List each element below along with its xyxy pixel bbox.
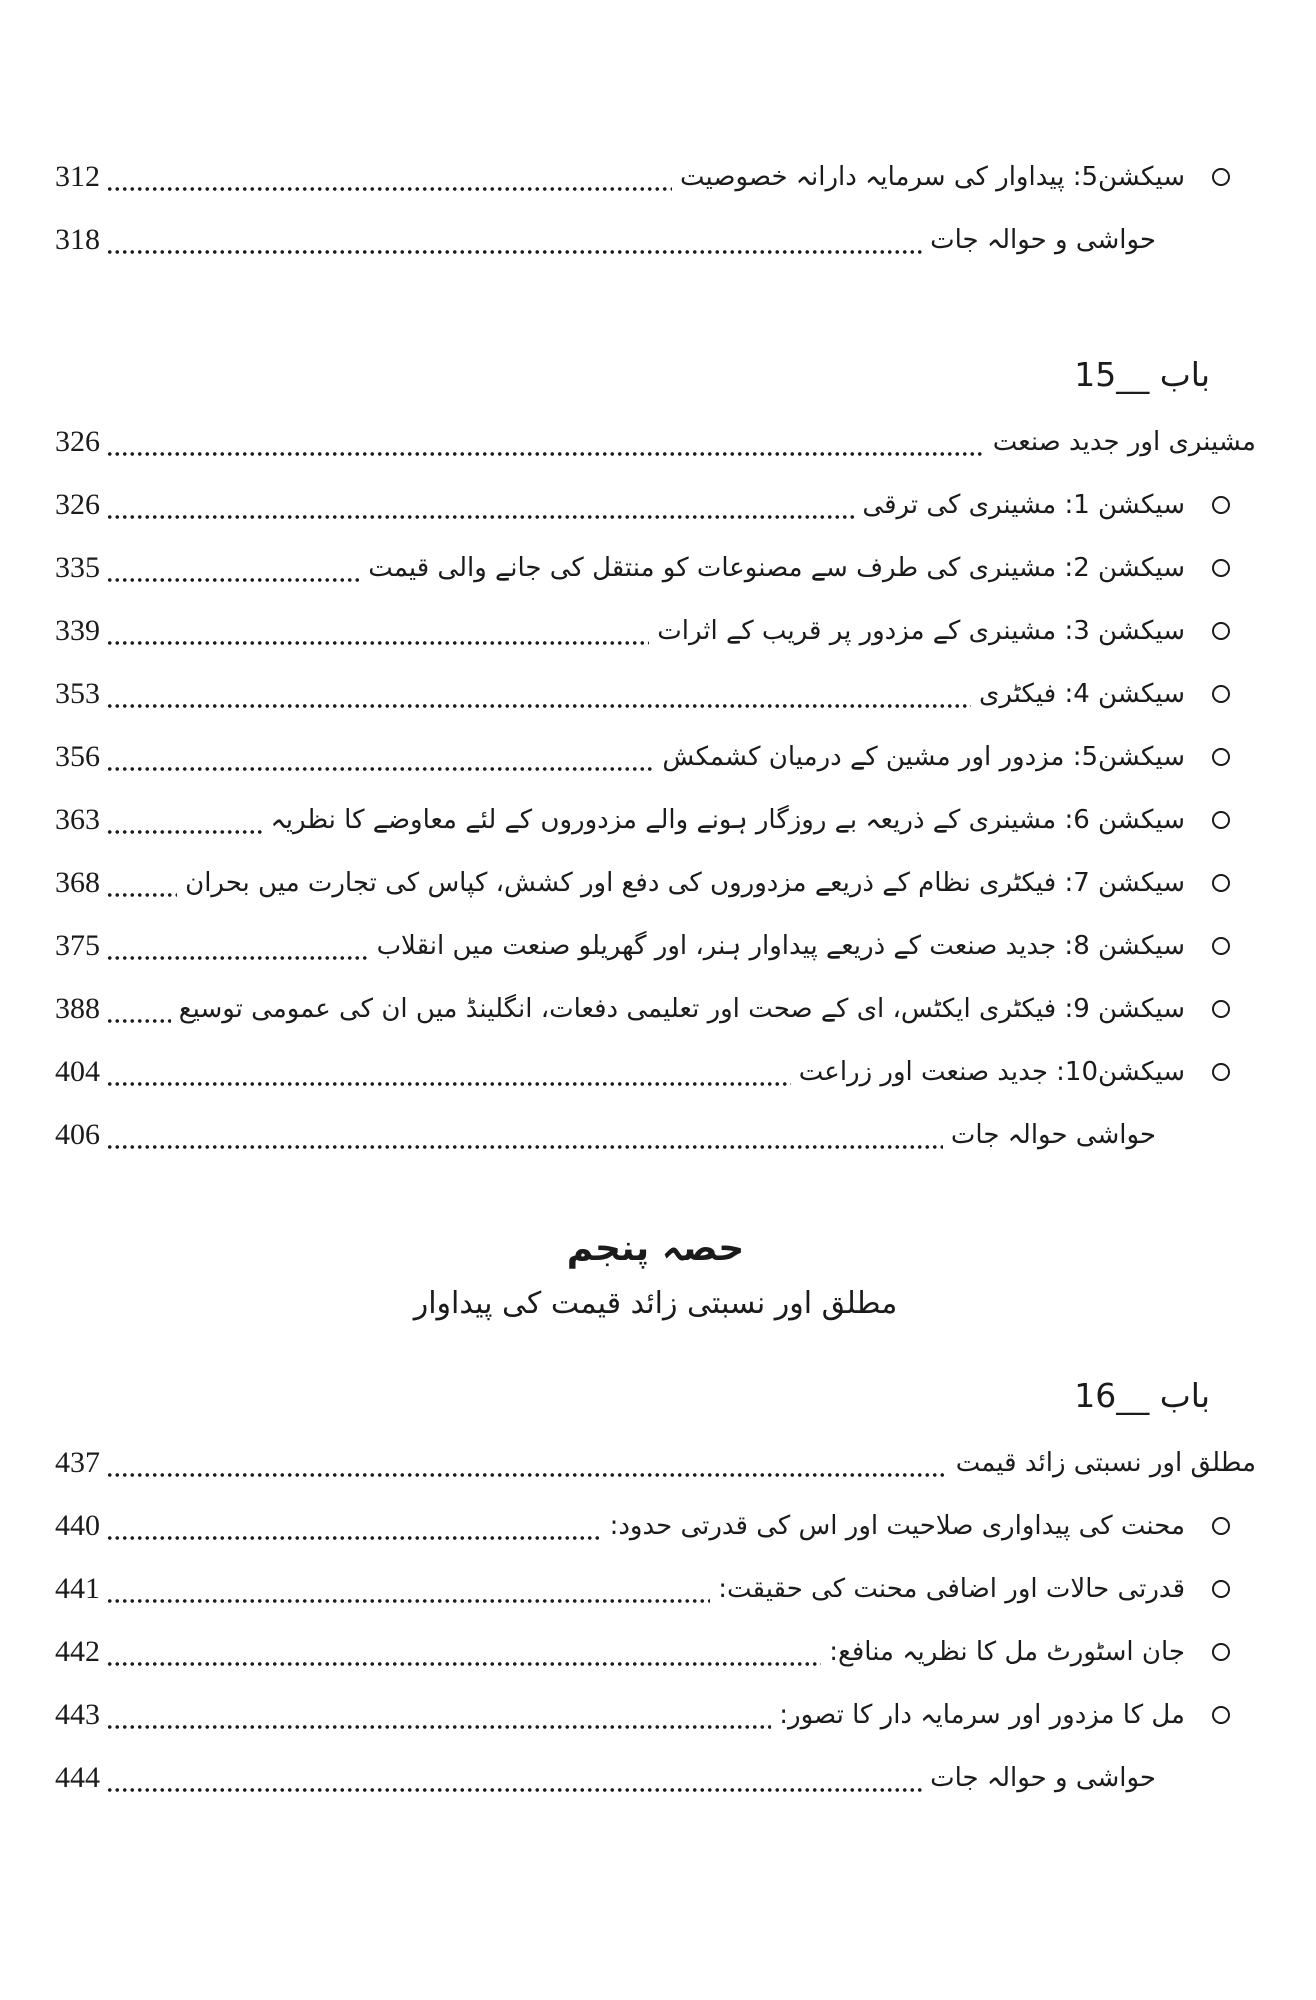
page-number: 368 [55,865,100,899]
bullet-icon [1212,1580,1230,1598]
page-number: 312 [55,159,100,193]
page-number: 404 [55,1054,100,1088]
dot-leader [106,955,369,961]
page-number: 442 [55,1634,100,1668]
dot-leader [106,829,263,835]
page-number: 356 [55,739,100,773]
entry-title: مطلق اور نسبتی زائد قیمت [955,1447,1256,1478]
bullet-icon [1212,1063,1230,1081]
entry-title: محنت کی پیداواری صلاحیت اور اس کی قدرتی حدود: [609,1510,1185,1541]
page-number: 375 [55,928,100,962]
entry-title: سیکشن 9: فیکٹری ایکٹس، ای کے صحت اور تعلیمی دفعات، انگلینڈ میں ان کی عمومی توسیع [178,993,1185,1024]
toc-entry-row [55,1683,1256,1746]
page-number: 406 [55,1117,100,1151]
toc-entry-row [55,914,1256,977]
toc-entry-row [55,473,1256,536]
entry-title: قدرتی حالات اور اضافی محنت کی حقیقت: [718,1573,1185,1604]
entry-title: حواشی و حوالہ جات [930,224,1156,255]
dot-leader [106,451,985,457]
dot-leader [106,186,672,192]
dot-leader [106,1535,602,1541]
dot-leader [106,1787,922,1793]
part-heading: حصہ پنجم [566,1228,745,1269]
toc-entry-row [55,1103,1256,1166]
entry-title: سیکشن 6: مشینری کے ذریعہ بے روزگار ہونے والے مزدوروں کے لئے معاوضے کا نظریہ [270,804,1185,835]
toc-entry-row [55,410,1256,473]
page-number: 335 [55,550,100,584]
entry-title: سیکشن 8: جدید صنعت کے ذریعے پیداوار ہنر، اور گھریلو صنعت میں انقلاب [376,930,1185,961]
entry-title: حواشی حوالہ جات [950,1119,1156,1150]
bullet-icon [1212,748,1230,766]
part-subtitle: مطلق اور نسبتی زائد قیمت کی پیداوار [413,1286,898,1321]
bullet-icon [1212,811,1230,829]
toc-entry-row [55,788,1256,851]
bullet-icon [1212,622,1230,640]
toc-entry-row [55,1620,1256,1683]
page-number: 437 [55,1445,100,1479]
entry-title: سیکشن 1: مشینری کی ترقی [862,489,1185,520]
dot-leader [106,640,649,646]
toc-entry-row [55,1040,1256,1103]
entry-title: مشینری اور جدید صنعت [992,426,1256,457]
toc-entry-row [55,1494,1256,1557]
dot-leader [106,1661,821,1667]
bullet-icon [1212,168,1230,186]
entry-title: مل کا مزدور اور سرمایہ دار کا تصور: [779,1699,1185,1730]
entry-title: سیکشن10: جدید صنعت اور زراعت [798,1056,1185,1087]
dot-leader [106,577,360,583]
toc-entry-row [55,145,1256,208]
entry-title: سیکشن 2: مشینری کی طرف سے مصنوعات کو منتقل کی جانے والی قیمت [368,552,1185,583]
toc-entry-row [55,977,1256,1040]
dot-leader [106,514,854,520]
dot-leader [106,766,654,772]
toc-entry-row [55,1431,1256,1494]
dot-leader [106,703,971,709]
entry-title: سیکشن 7: فیکٹری نظام کے ذریعے مزدوروں کی دفع اور کشش، کپاس کی تجارت میں بحران [185,867,1185,898]
page-number: 318 [55,222,100,256]
dot-leader [106,1472,948,1478]
entry-title: حواشی و حوالہ جات [930,1762,1156,1793]
toc-entry-row [55,599,1256,662]
toc-entry-row [55,1746,1256,1809]
bullet-icon [1212,874,1230,892]
entry-title: جان اسٹورٹ مل کا نظریہ منافع: [829,1636,1185,1667]
page-number: 339 [55,613,100,647]
bullet-icon [1212,1643,1230,1661]
page-number: 440 [55,1508,100,1542]
toc-entry-row [55,536,1256,599]
dot-leader [106,1598,710,1604]
page-number: 326 [55,487,100,521]
chapter-heading: باب __16 [1074,1376,1210,1415]
entry-title: سیکشن5: مزدور اور مشین کے درمیان کشمکش [662,741,1185,772]
page-number: 443 [55,1697,100,1731]
page-number: 444 [55,1760,100,1794]
toc-entry-row [55,208,1256,271]
dot-leader [106,1018,171,1024]
bullet-icon [1212,496,1230,514]
toc-entry-row [55,851,1256,914]
bullet-icon [1212,1517,1230,1535]
entry-title: سیکشن 3: مشینری کے مزدور پر قریب کے اثرات [657,615,1185,646]
toc-entry-row [55,1557,1256,1620]
page-number: 388 [55,991,100,1025]
page-number: 353 [55,676,100,710]
entry-title: سیکشن 4: فیکٹری [979,678,1185,709]
toc-entry-row [55,725,1256,788]
dot-leader [106,1144,943,1150]
toc-entry-row [55,662,1256,725]
dot-leader [106,1724,771,1730]
bullet-icon [1212,1000,1230,1018]
dot-leader [106,249,922,255]
bullet-icon [1212,937,1230,955]
page-number: 326 [55,424,100,458]
entry-title: سیکشن5: پیداوار کی سرمایہ دارانہ خصوصیت [680,161,1185,192]
bullet-icon [1212,685,1230,703]
page-number: 363 [55,802,100,836]
dot-leader [106,892,177,898]
bullet-icon [1212,1706,1230,1724]
page-number: 441 [55,1571,100,1605]
bullet-icon [1212,559,1230,577]
dot-leader [106,1081,791,1087]
chapter-heading: باب __15 [1074,355,1210,394]
